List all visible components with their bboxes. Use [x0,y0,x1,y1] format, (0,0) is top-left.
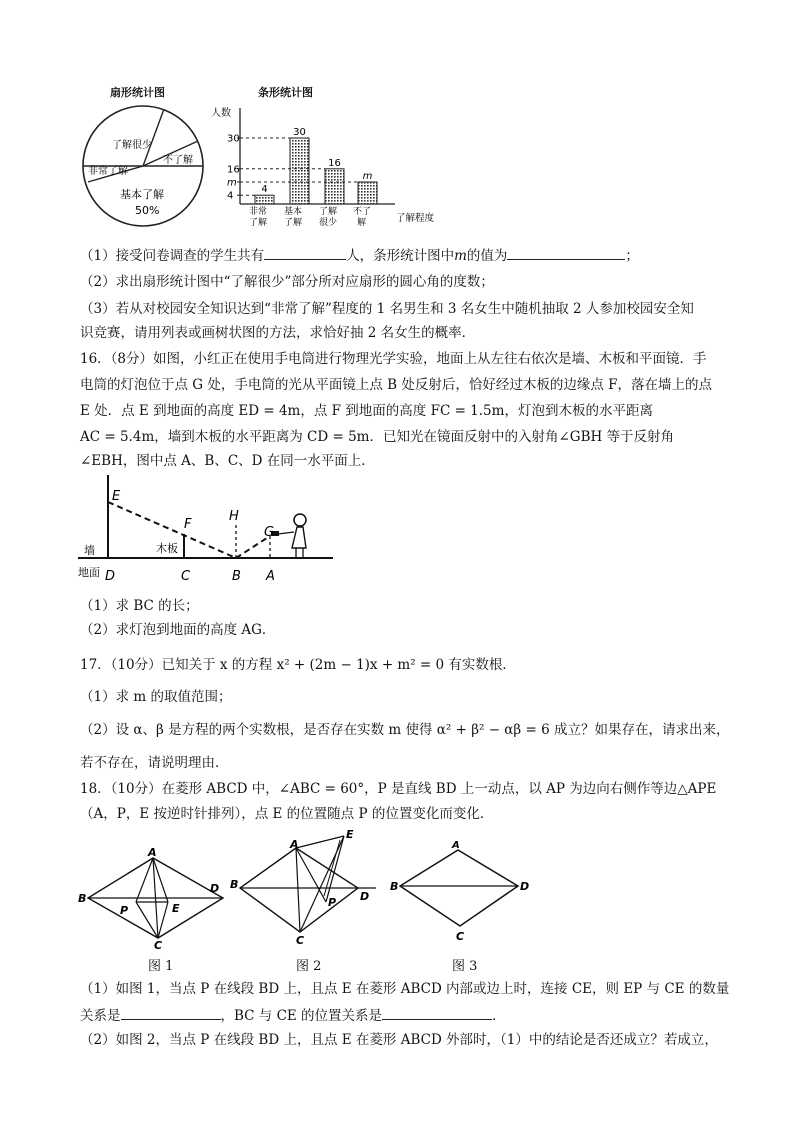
label-board: 木板 [156,542,178,555]
bar-category-label: 了解 [249,218,268,228]
q18-sub1-line1: （1）如图 1，当点 P 在线段 BD 上，且点 E 在菱形 ABCD 内部或边上时，连接 CE，则 EP 与 CE 的数量 [80,981,730,997]
girl-head [294,514,306,526]
pie-chart [80,98,210,233]
bar-category-label: 了解 [284,218,303,228]
q18-sub1-end: ． [492,1008,506,1024]
label-B: B [78,892,87,905]
q15-part1 [80,245,639,265]
q18-stem-line2: （A，P，E 按逆时针排列），点 E 的位置随点 P 的位置变化而变化． [80,806,494,822]
y-tick-label: 16 [227,164,240,176]
y-tick-label: m [227,177,237,189]
q18-figure-1 [78,830,238,950]
answer-blank-position[interactable] [382,1005,492,1020]
bar-category-label: 基本 [284,207,303,217]
figure-1-caption: 图 1 [148,959,174,974]
answer-blank-total[interactable] [264,245,346,260]
q15-part1-end: ； [625,248,639,264]
var-m: m [454,248,467,264]
bar-value-label: 30 [293,127,306,138]
label-A: A [452,840,460,851]
label-C: C [181,569,191,584]
q16-line2: 电筒的灯泡位于点 G 处，手电筒的光从平面镜上点 B 处反射后，恰好经过木板的边缘点 F，落在墙上的点 [80,377,713,393]
label-F: F [184,517,192,532]
q18-figure-3 [388,836,538,946]
bar-ylabel: 人数 [211,108,231,119]
bar-category-label: 解 [357,218,367,228]
label-H: H [229,509,239,524]
label-D: D [520,880,530,893]
q18-sub2: （2）如图 2，当点 P 在线段 BD 上，且点 E 在菱形 ABCD 外部时，（1）中的结论是否还成立？若成立， [80,1032,718,1048]
q17-sub2-cont: 若不存在，请说明理由． [80,755,229,771]
rhombus [400,850,518,926]
q16-sub2: （2）求灯泡到地面的高度 AG． [80,622,276,638]
pie-label-none: 不了解 [163,155,193,166]
q15-part1-text-b: 人，条形统计图中 [346,248,455,264]
q17-sub1: （1）求 m 的取值范围； [80,689,232,705]
q18-stem-line1: 18．（10分）在菱形 ABCD 中，∠ABC = 60°，P 是直线 BD 上一动点，以 AP 为边向右侧作等边△APE [80,781,717,797]
bar-value-label: 4 [261,184,268,196]
pie-label-basic: 基本了解 [120,188,164,201]
bar-value-label: m [362,171,373,182]
label-B: B [230,878,239,891]
q18-sub1-line2 [80,1005,506,1025]
q15-part1-text-c: 的值为 [466,248,508,264]
label-E: E [172,902,180,915]
bar-category-label: 不了 [353,207,372,217]
label-C: C [456,930,465,943]
bar-chart [205,98,445,233]
label-D: D [210,882,220,895]
q17-sub2: （2）设 α、β 是方程的两个实数根，是否存在实数 m 使得 α² + β² − αβ = 6 成立？如果存在，请求出来， [80,722,730,738]
answer-blank-quantity[interactable] [121,1005,221,1020]
figure-2-caption: 图 2 [296,959,322,974]
bar [358,182,377,204]
answer-blank-m[interactable] [507,245,625,260]
q16-sub1: （1）求 BC 的长； [80,598,199,614]
y-tick-label: 30 [227,133,240,145]
q16-line4: AC = 5.4m，墙到木板的水平距离为 CD = 5m．已知光在镜面反射中的入射角∠GBH 等于反射角 [80,429,675,445]
bar-category-label: 非常 [249,207,268,217]
label-E: E [112,489,121,504]
bar-category-label: 很少 [319,218,338,228]
figure-3-caption: 图 3 [452,959,478,974]
q18-figure-2 [228,826,388,946]
label-D: D [360,890,370,903]
bar [290,138,309,204]
q15-part3-line2: 识竞赛，请用列表或画树状图的方法，求恰好抽 2 名女生的概率． [80,325,476,341]
bar-chart-title: 条形统计图 [258,86,313,99]
bar-xlabel: 了解程度 [396,213,435,224]
label-D: D [105,569,116,584]
pie-label-percent: 50% [135,204,160,217]
pie-chart-title: 扇形统计图 [110,86,165,99]
q17-stem: 17．（10分）已知关于 x 的方程 x² + (2m − 1)x + m² = 0 有实数根． [80,657,516,673]
label-P: P [328,896,337,909]
label-E: E [346,828,354,841]
label-B: B [390,880,399,893]
label-C: C [154,939,163,950]
label-A: A [290,838,299,851]
label-ground: 地面 [78,566,100,579]
q16-line3: E 处．点 E 到地面的高度 ED = 4m，点 F 到地面的高度 FC = 1.5m，灯泡到木板的水平距离 [80,403,653,419]
q16-line5: ∠EBH，图中点 A、B、C、D 在同一水平面上． [80,453,375,469]
bar-value-label: 16 [328,157,341,169]
label-wall: 墙 [84,544,95,557]
bar [255,195,274,204]
q16-figure [78,470,338,588]
label-B: B [232,569,241,584]
q15-part3-line1: （3）若从对校园安全知识达到“非常了解”程度的 1 名男生和 3 名女生中随机抽取 2 人参加校园安全知 [80,301,694,317]
q18-sub1-text-c: ，BC 与 CE 的位置关系是 [220,1008,383,1024]
q16-line1: 16．（8分）如图，小红正在使用手电筒进行物理光学实验，地面上从左往右依次是墙、木板和平面镜．手 [80,351,707,367]
label-C: C [296,934,305,946]
y-tick-label: 4 [227,190,234,202]
pie-label-very: 非常了解 [88,166,128,177]
bar-category-label: 了解 [319,207,338,217]
label-P: P [120,904,129,917]
label-A: A [266,569,275,584]
q15-part2: （2）求出扇形统计图中“了解很少”部分所对应扇形的圆心角的度数； [80,274,494,290]
q15-part1-text-a: （1）接受问卷调查的学生共有 [80,248,265,264]
label-G: G [264,525,275,540]
label-A: A [148,846,157,859]
girl-body [292,527,306,548]
bar [325,169,344,204]
q18-sub1-text-b: 关系是 [80,1008,121,1024]
pie-label-little: 了解很少 [112,140,152,151]
